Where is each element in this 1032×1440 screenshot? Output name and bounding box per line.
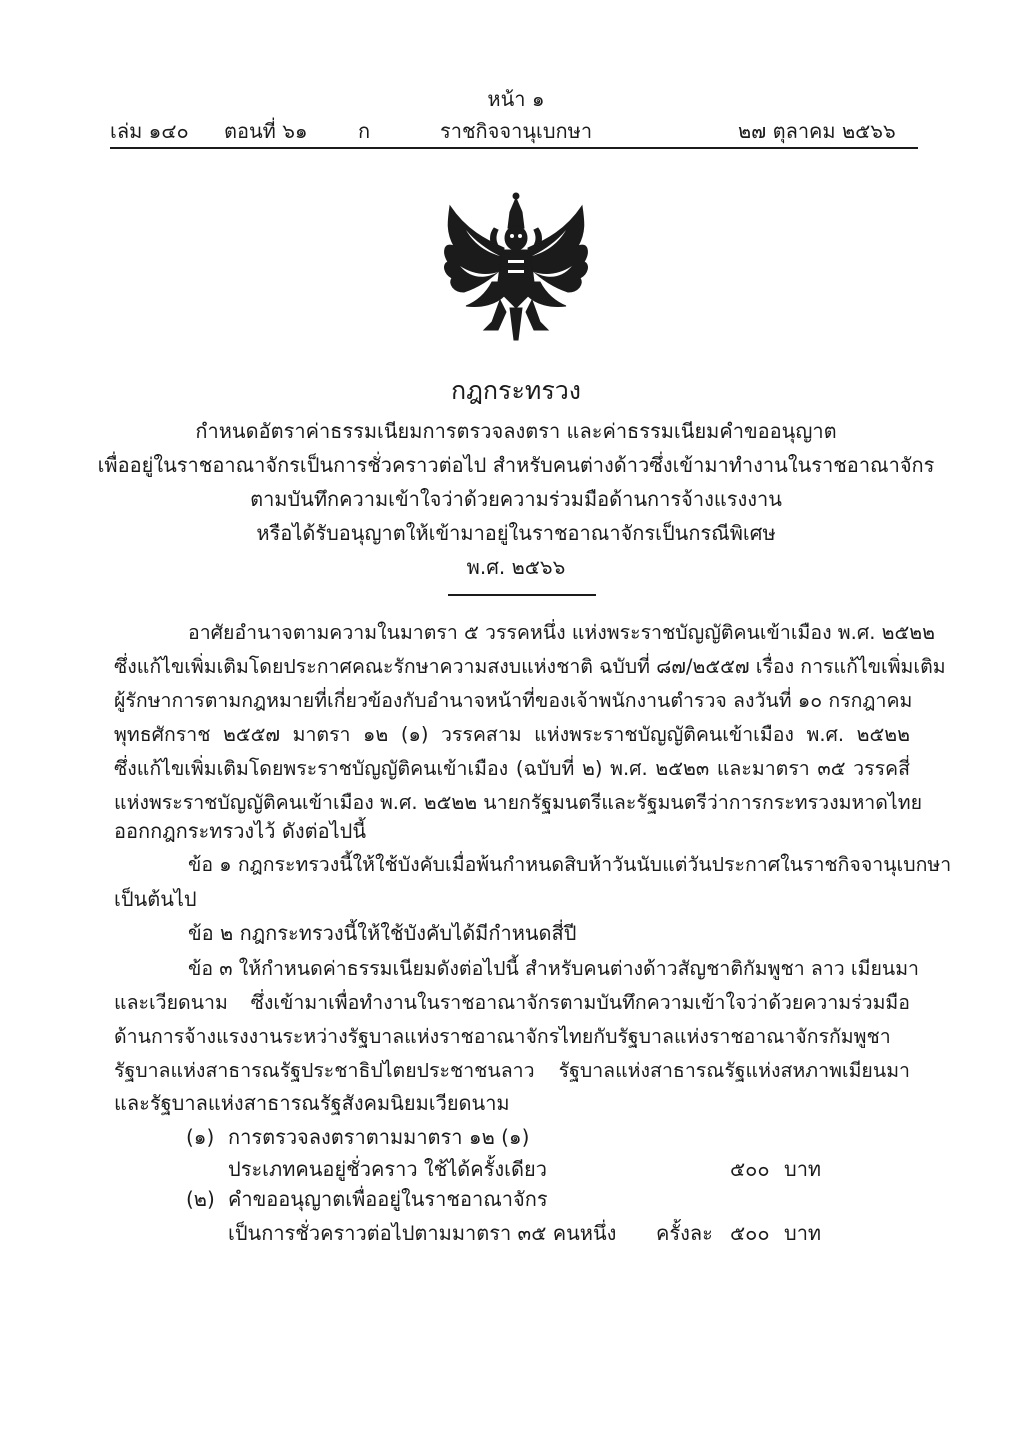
title-divider bbox=[448, 594, 596, 596]
clause-1-line: ข้อ ๑ กฎกระทรวงนี้ให้ใช้บังคับเมื่อพ้นกำหนดสิบห้าวันนับแต่วันประกาศในราชกิจจานุเบกษา bbox=[188, 853, 952, 876]
title-year: พ.ศ. ๒๕๖๖ bbox=[466, 555, 566, 579]
volume-number: เล่ม ๑๔๐ bbox=[110, 119, 189, 143]
page-number: หน้า ๑ bbox=[487, 87, 545, 111]
clause-3-line: รัฐบาลแห่งสาธารณรัฐประชาธิปไตยประชาชนลาว รัฐบาลแห่งสาธารณรัฐแห่งสหภาพเมียนมา bbox=[114, 1059, 910, 1082]
preamble-line: ซึ่งแก้ไขเพิ่มเติมโดยประกาศคณะรักษาความสงบแห่งชาติ ฉบับที่ ๘๗/๒๕๕๗ เรื่อง การแก้ไขเพิ่มเติม bbox=[114, 655, 946, 678]
preamble-line: ซึ่งแก้ไขเพิ่มเติมโดยพระราชบัญญัติคนเข้าเมือง (ฉบับที่ ๒) พ.ศ. ๒๕๒๓ และมาตรา ๓๕ วรรคสี่ bbox=[114, 757, 910, 780]
title-line-3: ตามบันทึกความเข้าใจว่าด้วยความร่วมมือด้านการจ้างแรงงาน bbox=[250, 487, 782, 511]
fee-item-title: คำขออนุญาตเพื่ออยู่ในราชอาณาจักร bbox=[228, 1187, 548, 1211]
preamble-line: ออกกฎกระทรวงไว้ ดังต่อไปนี้ bbox=[114, 819, 367, 843]
title-line-1: กำหนดอัตราค่าธรรมเนียมการตรวจลงตรา และค่าธรรมเนียมคำขออนุญาต bbox=[195, 419, 837, 443]
publication-date: ๒๗ ตุลาคม ๒๕๖๖ bbox=[738, 119, 896, 143]
fee-item-detail: ประเภทคนอยู่ชั่วคราว ใช้ได้ครั้งเดียว bbox=[228, 1157, 547, 1181]
fee-amount: ๕๐๐ bbox=[730, 1221, 770, 1245]
document-title: กฎกระทรวง bbox=[450, 376, 582, 405]
preamble-line: แห่งพระราชบัญญัติคนเข้าเมือง พ.ศ. ๒๕๒๒ นายกรัฐมนตรีและรัฐมนตรีว่าการกระทรวงมหาดไทย bbox=[114, 791, 922, 814]
preamble-line: อาศัยอำนาจตามความในมาตรา ๕ วรรคหนึ่ง แห่งพระราชบัญญัติคนเข้าเมือง พ.ศ. ๒๕๒๒ bbox=[188, 621, 935, 644]
header-divider bbox=[110, 147, 918, 149]
title-line-2: เพื่ออยู่ในราชอาณาจักรเป็นการชั่วคราวต่อไป สำหรับคนต่างด้าวซึ่งเข้ามาทำงานในราชอาณาจักร bbox=[97, 453, 935, 477]
preamble-line: ผู้รักษาการตามกฎหมายที่เกี่ยวข้องกับอำนาจหน้าที่ของเจ้าพนักงานตำรวจ ลงวันที่ ๑๐ กรกฎาคม bbox=[114, 689, 913, 712]
fee-unit: บาท bbox=[784, 1221, 822, 1245]
clause-2-line: ข้อ ๒ กฎกระทรวงนี้ให้ใช้บังคับได้มีกำหนดสี่ปี bbox=[188, 921, 577, 945]
garuda-emblem-icon bbox=[436, 190, 596, 345]
clause-3-line: และเวียดนาม ซึ่งเข้ามาเพื่อทำงานในราชอาณาจักรตามบันทึกความเข้าใจว่าด้วยความร่วมมือ bbox=[114, 991, 910, 1014]
section-number: ตอนที่ ๖๑ bbox=[224, 119, 308, 143]
fee-amount: ๕๐๐ bbox=[730, 1157, 770, 1181]
clause-3-line: ด้านการจ้างแรงงานระหว่างรัฐบาลแห่งราชอาณาจักรไทยกับรัฐบาลแห่งราชอาณาจักรกัมพูชา bbox=[114, 1025, 891, 1048]
fee-item-number: (๑) bbox=[186, 1125, 215, 1149]
section-part: ก bbox=[358, 119, 371, 143]
fee-item-detail: เป็นการชั่วคราวต่อไปตามมาตรา ๓๕ คนหนึ่ง bbox=[228, 1221, 617, 1245]
clause-3-line: ข้อ ๓ ให้กำหนดค่าธรรมเนียมดังต่อไปนี้ สำหรับคนต่างด้าวสัญชาติกัมพูชา ลาว เมียนมา bbox=[188, 957, 920, 980]
fee-per-label: ครั้งละ bbox=[656, 1221, 713, 1245]
fee-item-number: (๒) bbox=[186, 1187, 215, 1211]
clause-3-line: และรัฐบาลแห่งสาธารณรัฐสังคมนิยมเวียดนาม bbox=[114, 1091, 510, 1115]
title-line-4: หรือได้รับอนุญาตให้เข้ามาอยู่ในราชอาณาจักรเป็นกรณีพิเศษ bbox=[256, 521, 776, 545]
clause-1-line: เป็นต้นไป bbox=[114, 887, 197, 911]
fee-unit: บาท bbox=[784, 1157, 822, 1181]
gazette-name: ราชกิจจานุเบกษา bbox=[440, 119, 593, 143]
fee-item-title: การตรวจลงตราตามมาตรา ๑๒ (๑) bbox=[228, 1125, 530, 1149]
preamble-line: พุทธศักราช ๒๕๕๗ มาตรา ๑๒ (๑) วรรคสาม แห่งพระราชบัญญัติคนเข้าเมือง พ.ศ. ๒๕๒๒ bbox=[114, 723, 910, 746]
